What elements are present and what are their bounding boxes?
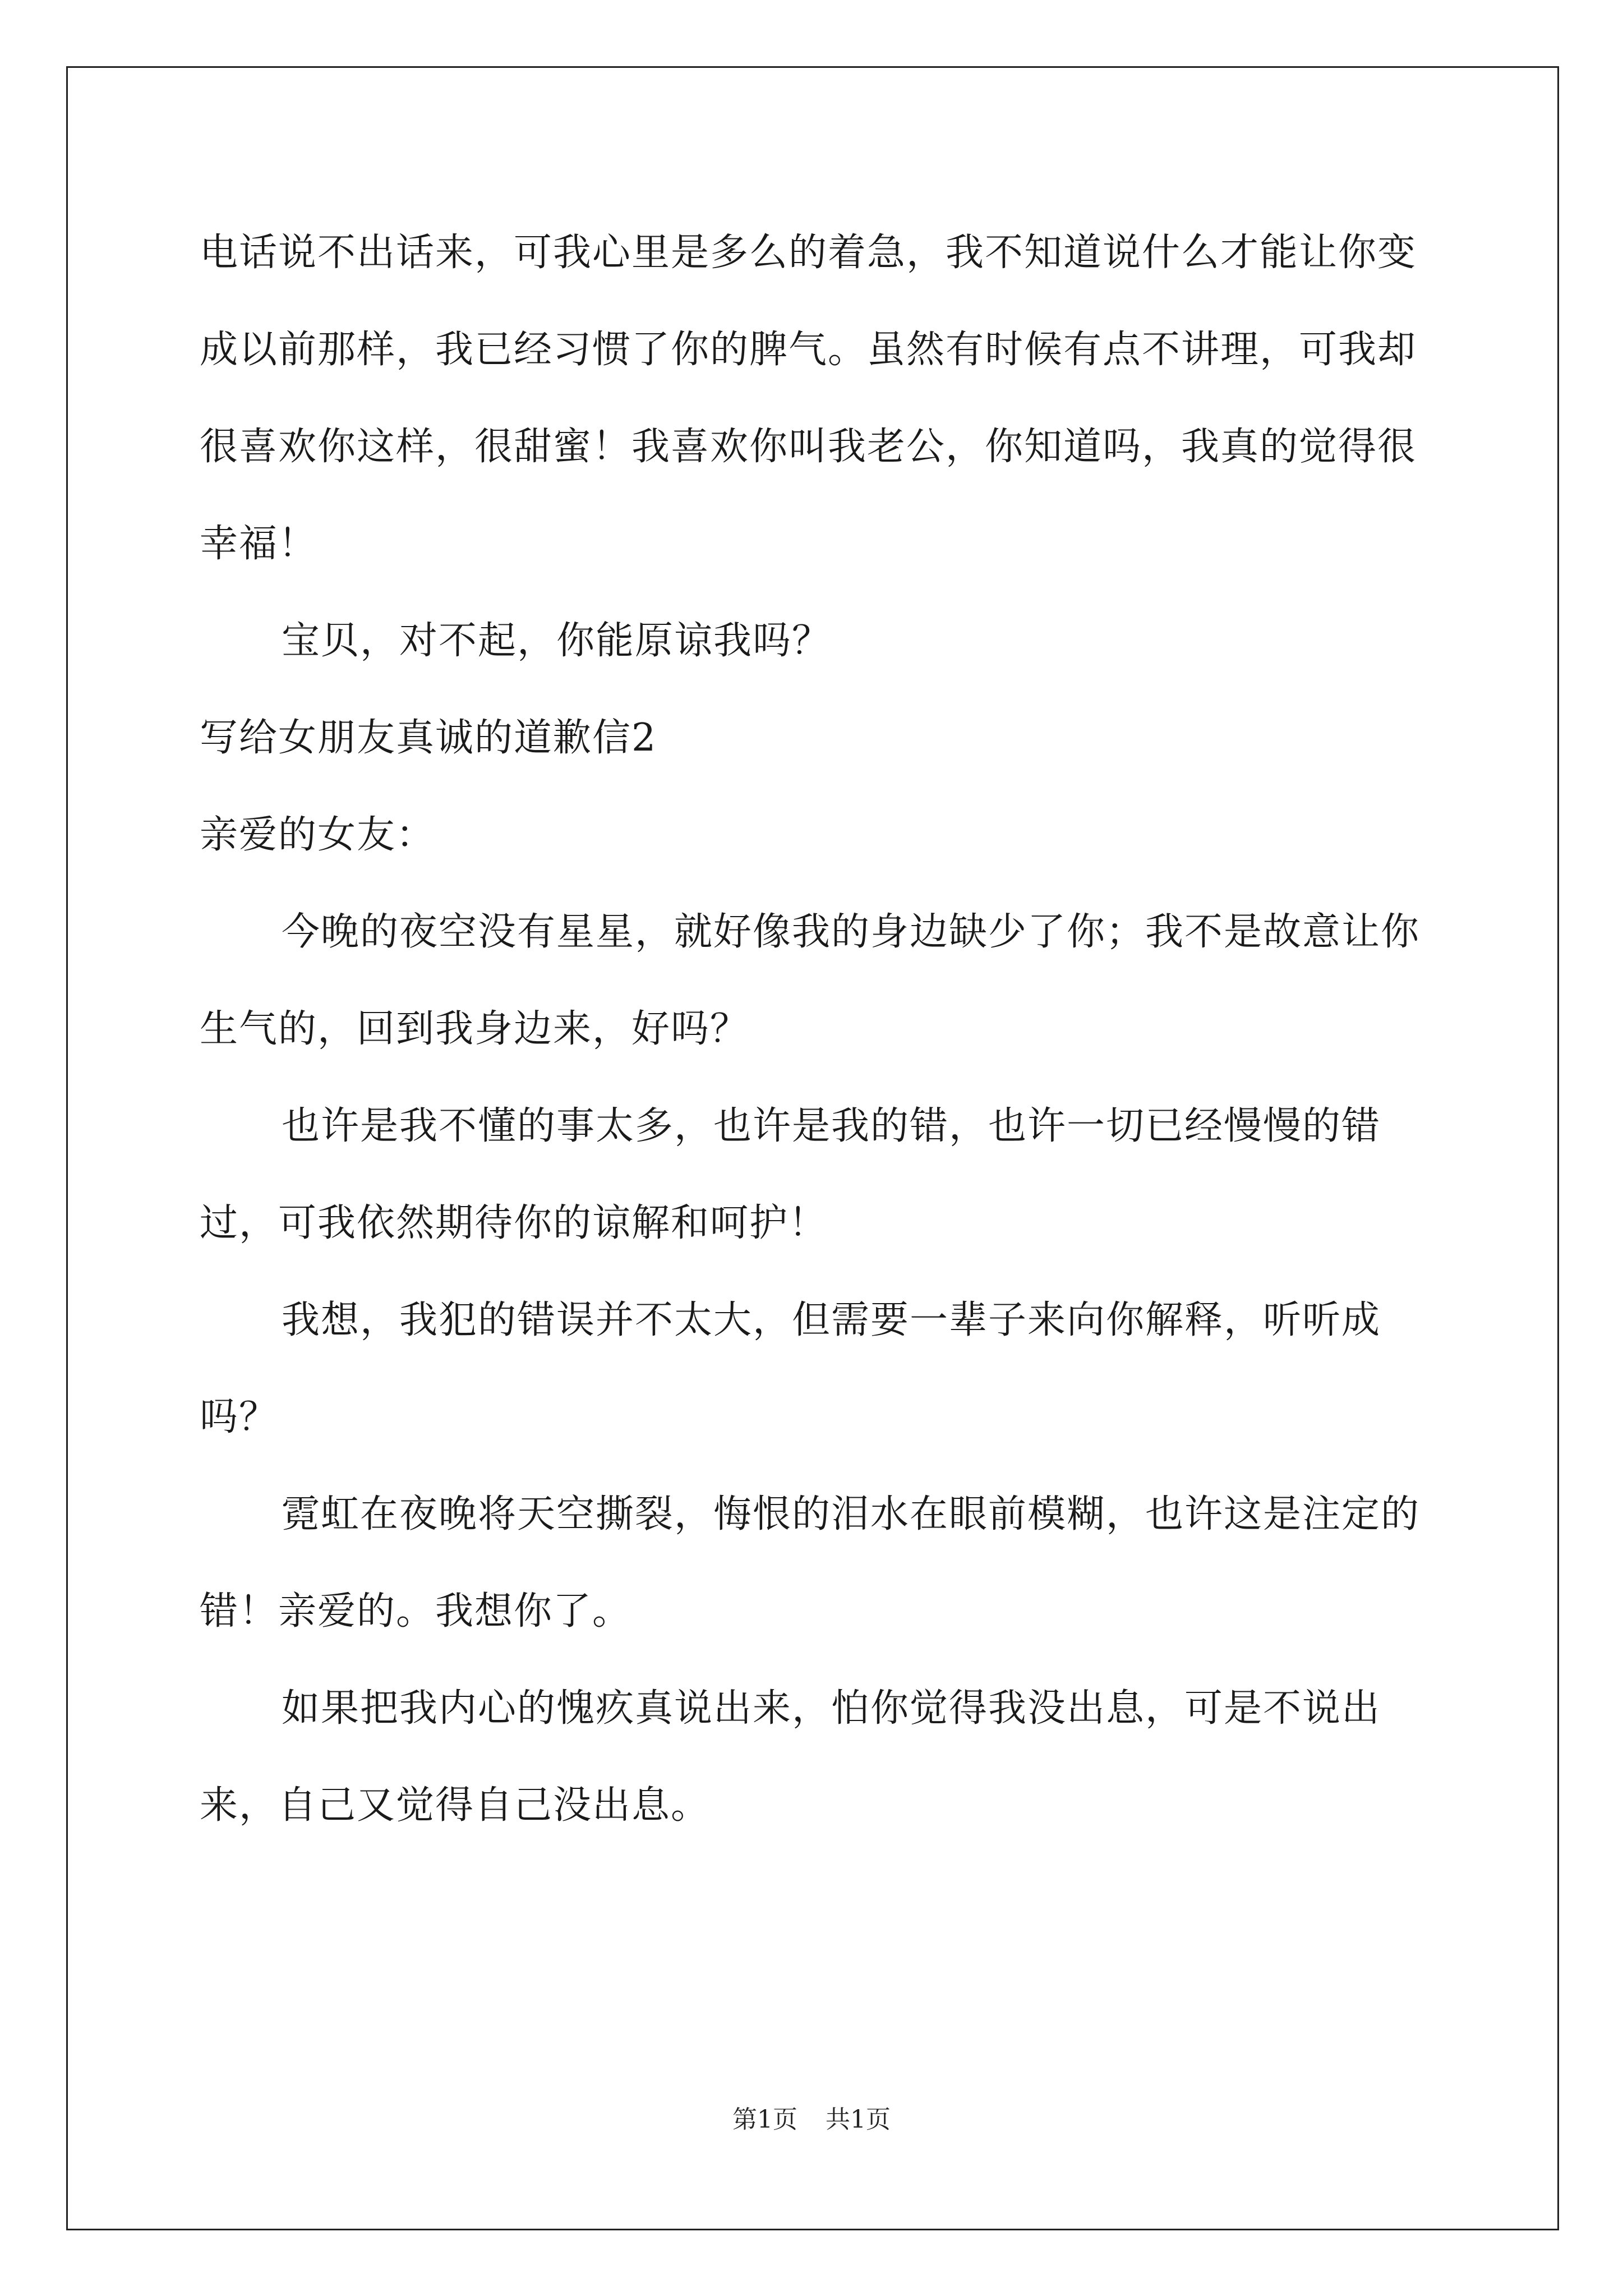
paragraph-2: 宝贝，对不起，你能原谅我吗？ bbox=[282, 619, 832, 663]
page-number-current: 第1页 bbox=[732, 2105, 797, 2134]
paragraph-6: 也许是我不懂的事太多，也许是我的错，也许一切已经慢慢的错过，可我依然期待你的谅解和呵护！ bbox=[200, 1104, 1381, 1245]
section-title: 写给女朋友真诚的道歉信2 bbox=[200, 716, 657, 760]
paragraph-1: 电话说不出话来，可我心里是多么的着急，我不知道说什么才能让你变成以前那样，我已经习惯了你的脾气。虽然有时候有点不讲理，可我却很喜欢你这样，很甜蜜！我喜欢你叫我老公，你知道吗，我真的觉得很幸福！ bbox=[200, 231, 1417, 566]
paragraph-5: 今晚的夜空没有星星，就好像我的身边缺少了你；我不是故意让你生气的，回到我身边来，好吗？ bbox=[200, 910, 1421, 1051]
paragraph-7: 我想，我犯的错误并不太大，但需要一辈子来向你解释，听听成吗？ bbox=[200, 1298, 1381, 1439]
paragraph-9: 如果把我内心的愧疚真说出来，怕你觉得我没出息，可是不说出来，自己又觉得自己没出息。 bbox=[200, 1686, 1381, 1828]
paragraph-8: 霓虹在夜晚将天空撕裂，悔恨的泪水在眼前模糊，也许这是注定的错！亲爱的。我想你了。 bbox=[200, 1492, 1421, 1634]
salutation: 亲爱的女友： bbox=[200, 813, 436, 857]
page-footer bbox=[0, 2099, 1623, 2135]
document-body bbox=[200, 204, 1431, 1854]
page-number-total: 共1页 bbox=[826, 2105, 891, 2134]
